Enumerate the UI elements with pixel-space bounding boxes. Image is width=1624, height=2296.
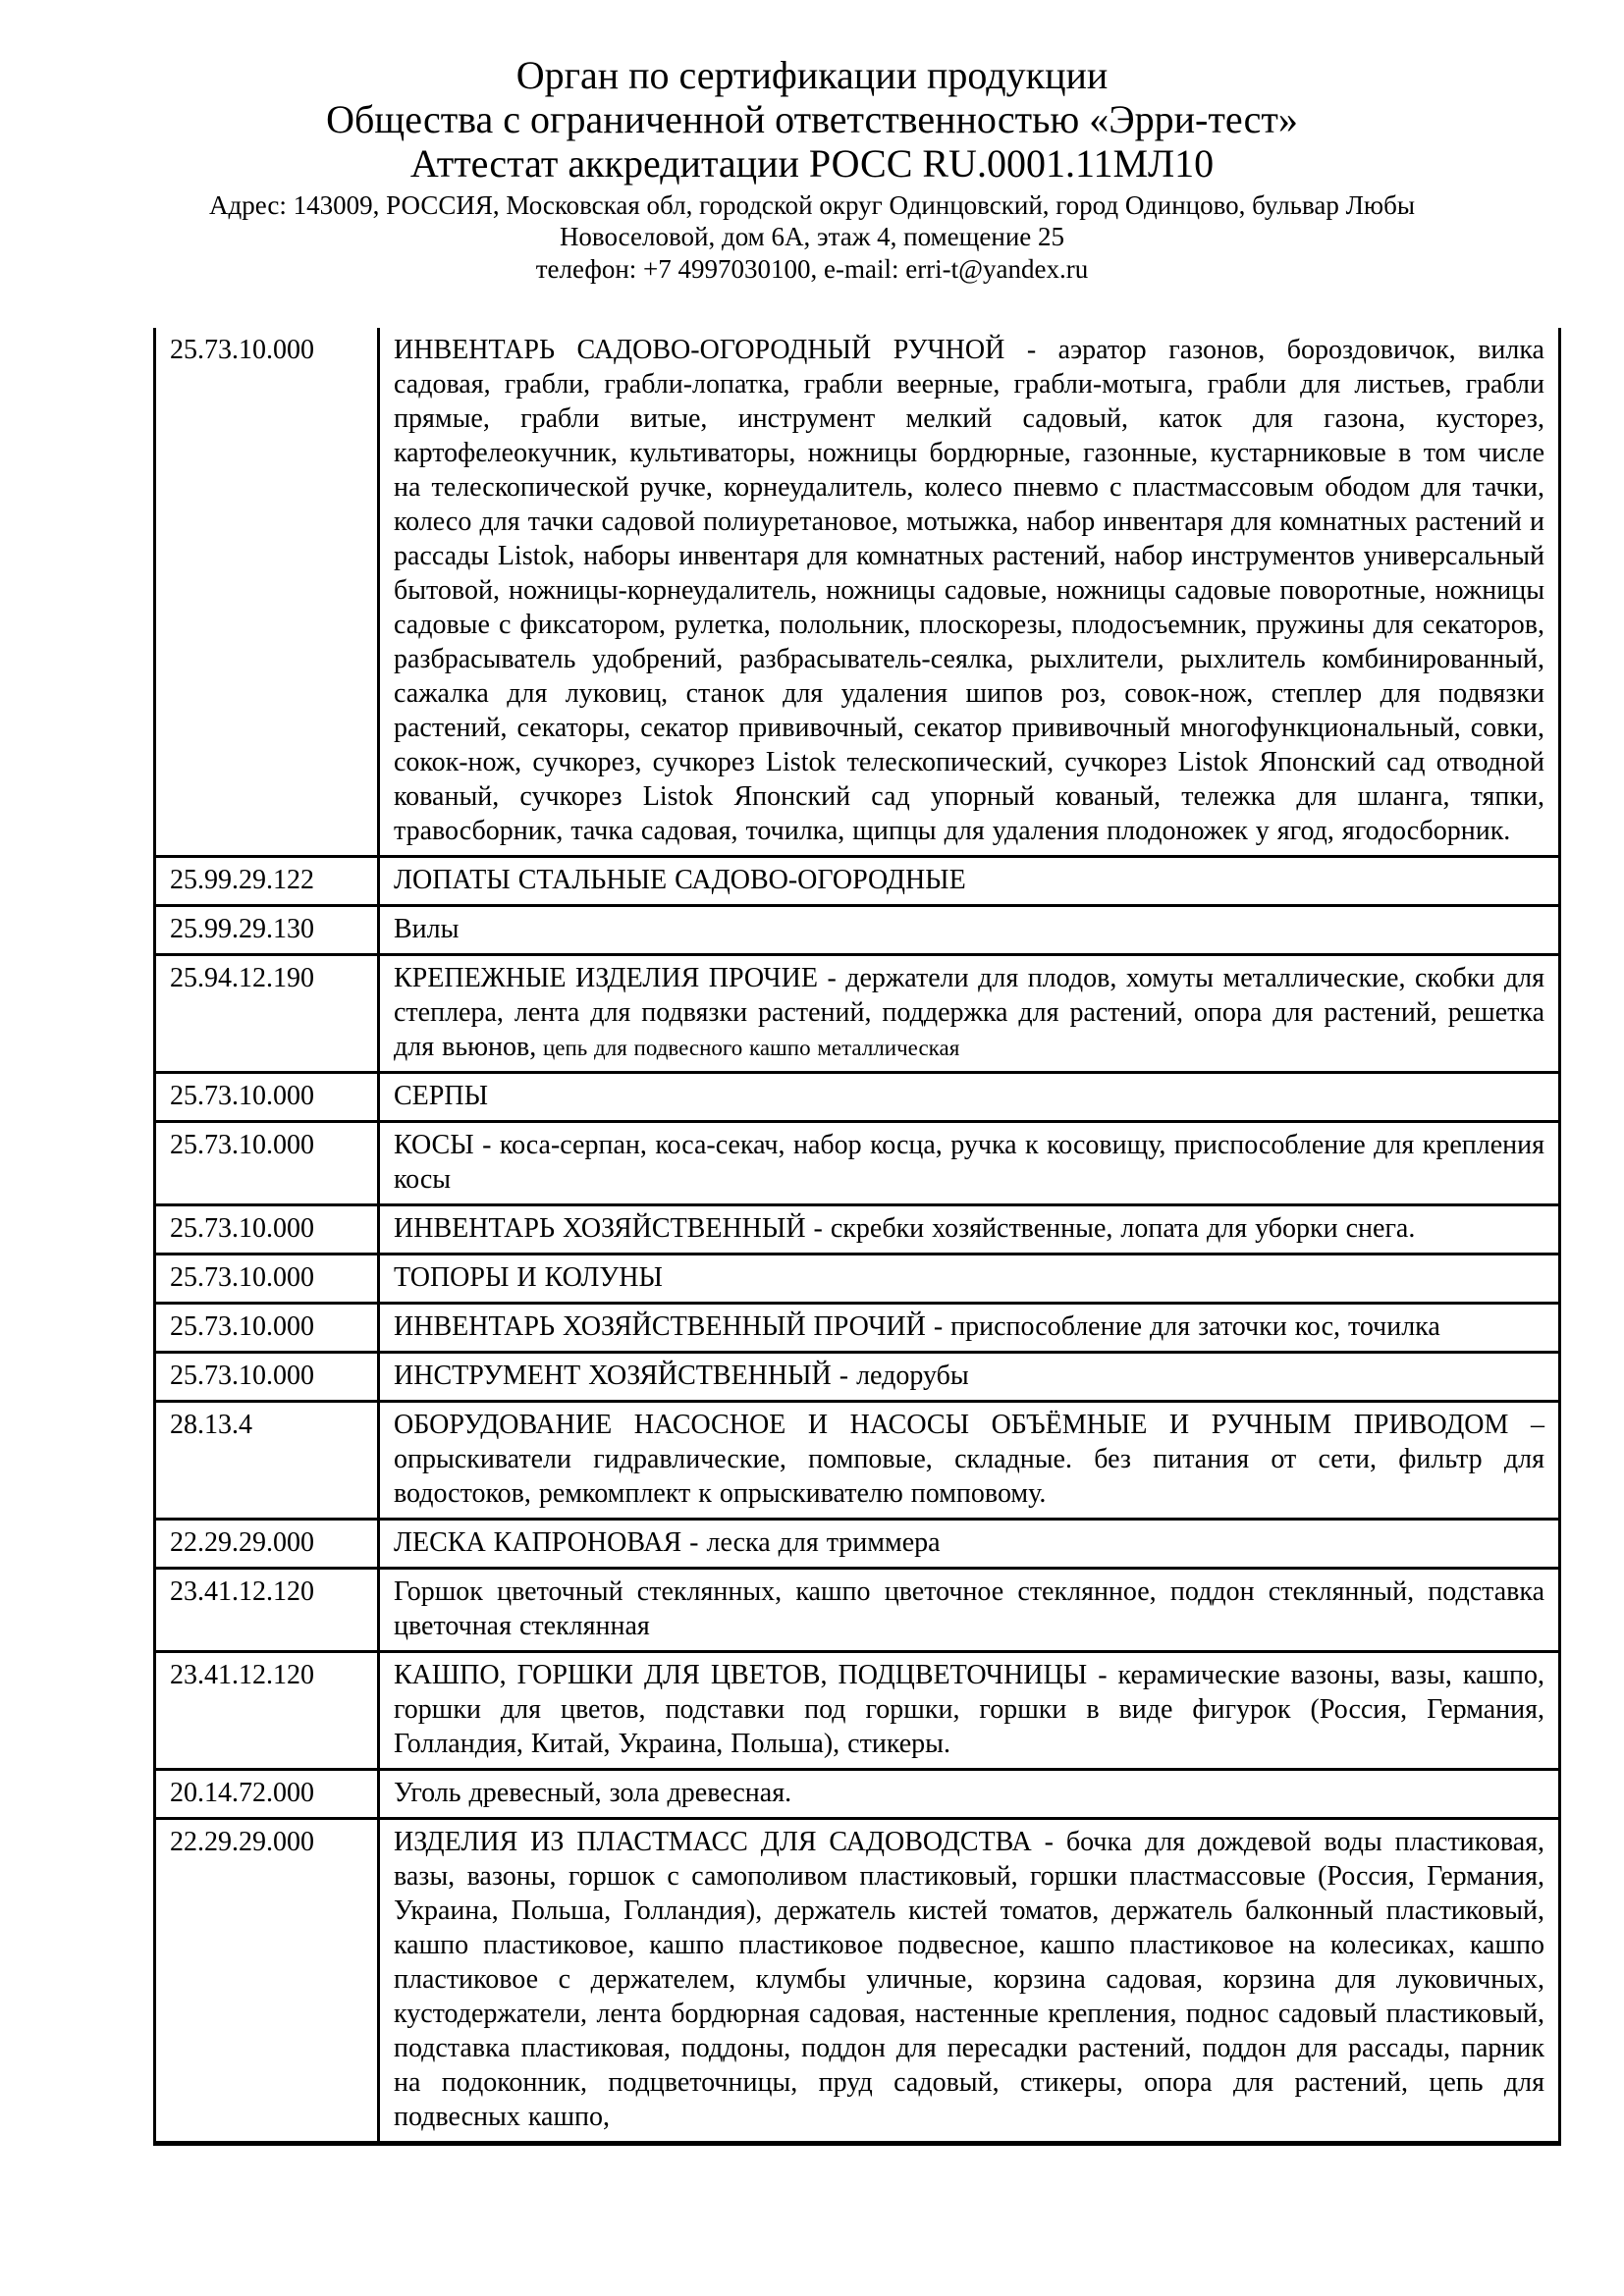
description-text: Уголь древесный, зола древесная. [394,1778,792,1808]
code-cell: 25.73.10.000 [155,1122,379,1205]
table-row [155,328,1560,857]
description-text: СЕРПЫ [394,1081,488,1111]
address-line: Адрес: 143009, РОССИЯ, Московская обл, городской округ Одинцовский, город Одинцово, бульвар Любы Новоселовой, дом 6А, этаж 4, помещение 25 [209,190,1415,251]
description-cell [379,1520,1560,1569]
description-text: ИНВЕНТАРЬ ХОЗЯЙСТВЕННЫЙ ПРОЧИЙ - приспособление для заточки кос, точилка [394,1311,1440,1342]
table-row [155,1569,1560,1652]
description-text: КАШПО, ГОРШКИ ДЛЯ ЦВЕТОВ, ПОДЦВЕТОЧНИЦЫ - керамические вазоны, вазы, кашпо, горшки для цветов, подставки под горшки, горшки в виде фигурок (Россия, Германия, Голландия, Китай, Украина, Польша), стикеры. [394,1660,1544,1759]
code-cell: 25.99.29.122 [155,857,379,906]
code-cell: 22.29.29.000 [155,1520,379,1569]
description-cell [379,1073,1560,1122]
description-text: ОБОРУДОВАНИЕ НАСОСНОЕ И НАСОСЫ ОБЪЁМНЫЕ И РУЧНЫМ ПРИВОДОМ – опрыскиватели гидравлические, помповые, складные. без питания от сети, фильтр для водостоков, ремкомплект к опрыскивателю помповому. [394,1410,1544,1509]
description-cell [379,857,1560,906]
code-cell: 25.99.29.130 [155,906,379,955]
code-cell: 25.73.10.000 [155,1304,379,1353]
description-cell [379,906,1560,955]
description-text: Горшок цветочный стеклянных, кашпо цветочное стеклянное, поддон стеклянный, подставка цветочная стеклянная [394,1576,1544,1641]
description-cell [379,1255,1560,1304]
description-small-text: цепь для подвесного кашпо металлическая [536,1036,960,1060]
table-row [155,1520,1560,1569]
description-text: Вилы [394,914,460,944]
description-text: ТОПОРЫ И КОЛУНЫ [394,1262,663,1293]
description-cell [379,1402,1560,1520]
description-cell [379,1304,1560,1353]
code-cell: 23.41.12.120 [155,1652,379,1770]
code-cell: 28.13.4 [155,1402,379,1520]
description-cell [379,1122,1560,1205]
table-row [155,955,1560,1073]
code-cell: 25.73.10.000 [155,1353,379,1402]
description-cell [379,1819,1560,2144]
code-cell: 22.29.29.000 [155,1819,379,2144]
table-row [155,1304,1560,1353]
product-codes-table [153,328,1561,2146]
document-header [0,0,1624,285]
table-row [155,906,1560,955]
description-cell [379,1569,1560,1652]
code-cell: 25.73.10.000 [155,1255,379,1304]
table-row [155,1402,1560,1520]
description-text: ЛЕСКА КАПРОНОВАЯ - леска для триммера [394,1527,941,1558]
code-cell: 25.73.10.000 [155,1205,379,1255]
code-cell: 25.94.12.190 [155,955,379,1073]
description-cell [379,328,1560,857]
description-cell [379,955,1560,1073]
description-text: ИНСТРУМЕНТ ХОЗЯЙСТВЕННЫЙ - ледорубы [394,1361,969,1391]
table-row [155,1819,1560,2144]
description-text: КРЕПЕЖНЫЕ ИЗДЕЛИЯ ПРОЧИЕ - держатели для плодов, хомуты металлические, скобки для степлера, лента для подвязки растений, поддержка для растений, опора для растений, решетка для вьюнов, [394,963,1544,1062]
table-row [155,1205,1560,1255]
code-cell: 20.14.72.000 [155,1770,379,1819]
code-cell: 25.73.10.000 [155,328,379,857]
table-row [155,857,1560,906]
description-text: ЛОПАТЫ СТАЛЬНЫЕ САДОВО-ОГОРОДНЫЕ [394,865,966,895]
org-title-line-2: Общества с ограниченной ответственностью «Эрри-тест» [326,97,1298,141]
description-cell [379,1652,1560,1770]
phone-email-line: телефон: +7 4997030100, e-mail: erri-t@yandex.ru [535,254,1089,284]
description-text: ИЗДЕЛИЯ ИЗ ПЛАСТМАСС ДЛЯ САДОВОДСТВА - бочка для дождевой воды пластиковая, вазы, вазоны, горшок с самополивом пластиковый, горшки пластмассовые (Россия, Германия, Украина, Польша, Голландия), держатель кистей томатов, держатель балконный пластиковый, кашпо пластиковое, кашпо пластиковое подвесное, кашпо пластиковое на колесиках, кашпо пластиковое с держателем, клумбы уличные, корзина садовая, корзина для луковичных, кустодержатели, лента бордюрная садовая, настенные крепления, поднос садовый пластиковый, подставка пластиковая, поддоны, поддон для пересадки растений, поддон для рассады, парник на подоконник, подцветочницы, пруд садовый, стикеры, опора для растений, цепь для подвесных кашпо, [394,1827,1544,2132]
table-row [155,1255,1560,1304]
description-cell [379,1205,1560,1255]
table-row [155,1770,1560,1819]
table-row [155,1652,1560,1770]
org-title-line-1: Орган по сертификации продукции [515,53,1109,97]
code-cell: 23.41.12.120 [155,1569,379,1652]
table-row [155,1073,1560,1122]
description-cell [379,1353,1560,1402]
table-row [155,1122,1560,1205]
description-text: ИНВЕНТАРЬ ХОЗЯЙСТВЕННЫЙ - скребки хозяйственные, лопата для уборки снега. [394,1213,1416,1244]
description-text: КОСЫ - коса-серпан, коса-секач, набор косца, ручка к косовищу, приспособление для крепления косы [394,1130,1544,1195]
description-cell [379,1770,1560,1819]
table-row [155,1353,1560,1402]
description-text: ИНВЕНТАРЬ САДОВО-ОГОРОДНЫЙ РУЧНОЙ - аэратор газонов, бороздовичок, вилка садовая, грабли, грабли-лопатка, грабли веерные, грабли-мотыга, грабли для листьев, грабли прямые, грабли витые, инструмент мелкий садовый, каток для газона, кусторез, картофелеокучник, культиваторы, ножницы бордюрные, газонные, кустарниковые в том числе на телескопической ручке, корнеудалитель, колесо пневмо с пластмассовым ободом для тачки, колесо для тачки садовой полиуретановое, мотыжка, набор инвентаря для комнатных растений и рассады Listok, наборы инвентаря для комнатных растений, набор инструментов универсальный бытовой, ножницы-корнеудалитель, ножницы садовые, ножницы садовые поворотные, ножницы садовые с фиксатором, рулетка, полольник, плоскорезы, плодосъемник, пружины для секаторов, разбрасыватель удобрений, разбрасыватель-сеялка, рыхлители, рыхлитель комбинированный, сажалка для луковиц, станок для удаления шипов роз, совок-нож, степлер для подвязки растений, секаторы, секатор прививочный, секатор прививочный многофункциональный, совки, сокок-нож, сучкорез, сучкорез Listok телескопический, сучкорез Listok Японский сад отводной кованый, сучкорез Listok Японский сад упорный кованый, тележка для шланга, тяпки, травосборник, тачка садовая, точилка, щипцы для удаления плодоножек у ягод, ягодосборник. [394,335,1544,846]
accreditation-line: Аттестат аккредитации РОСС RU.0001.11МЛ10 [409,141,1215,186]
code-cell: 25.73.10.000 [155,1073,379,1122]
